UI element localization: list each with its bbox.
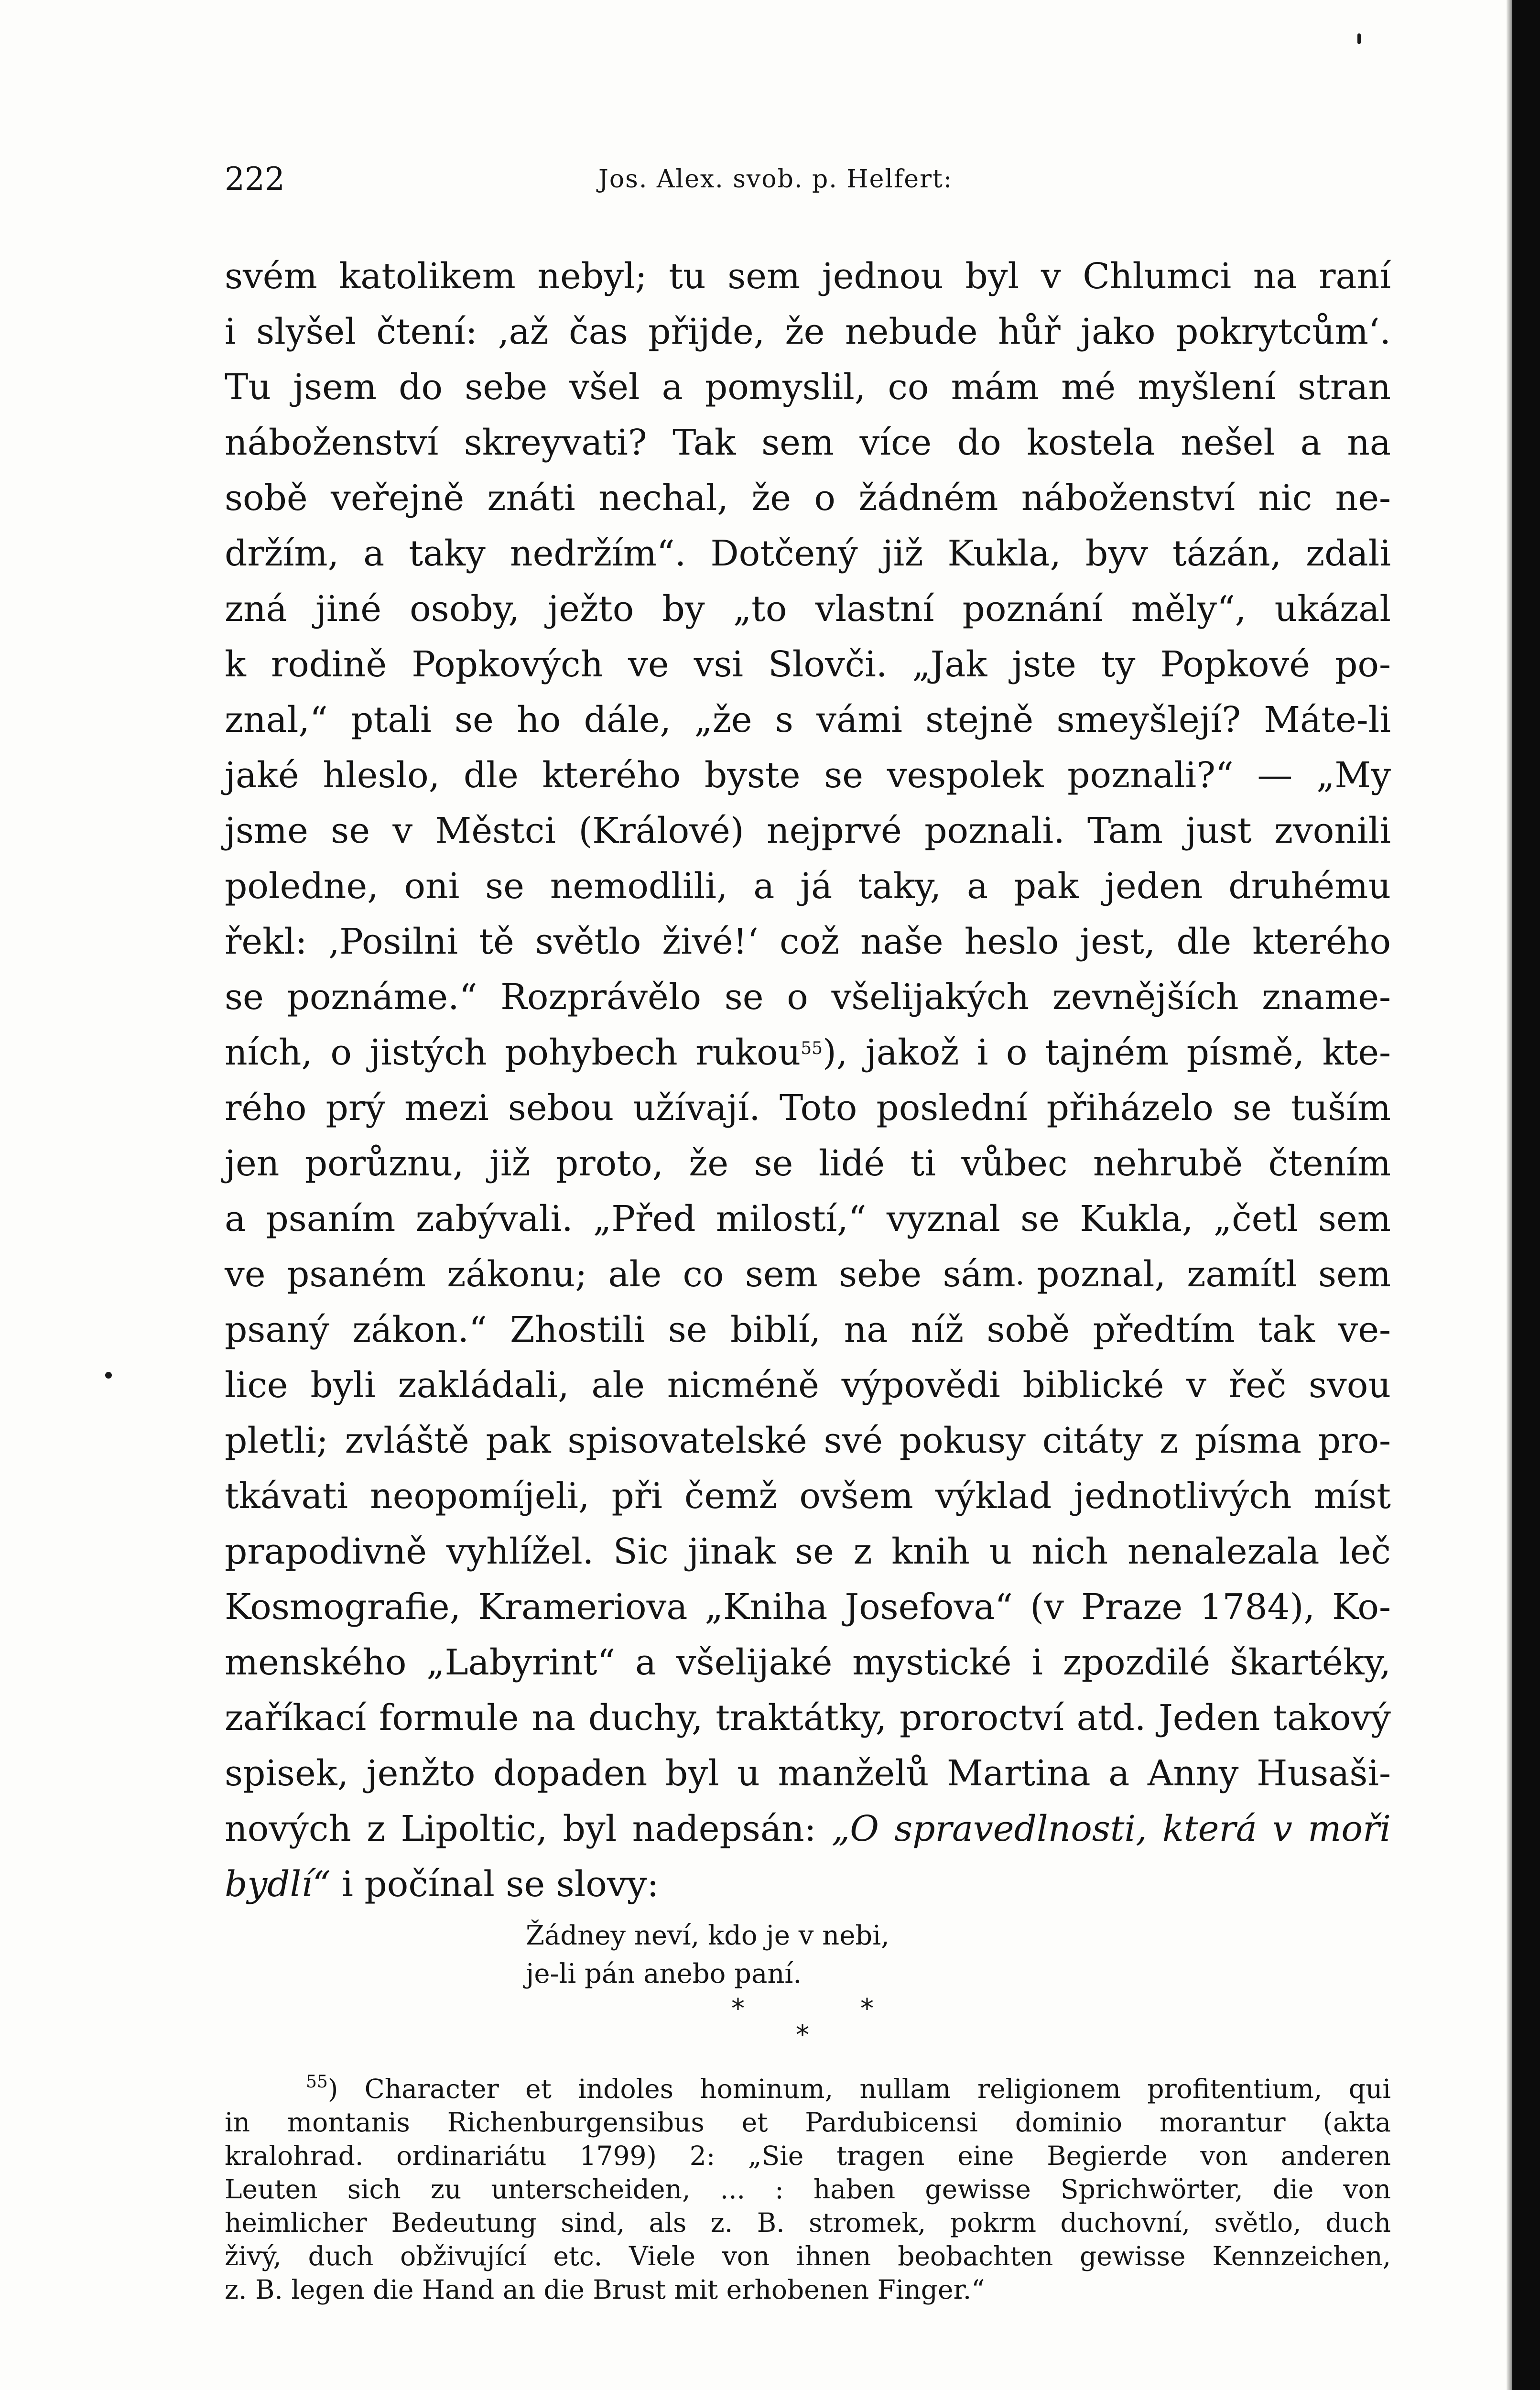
scan-border	[1512, 0, 1540, 2390]
text-line: sobě veřejně znáti nechal, že o žádném náboženství nic ne-	[225, 478, 1391, 519]
verse-line: Žádney neví, kdo je v nebi,	[526, 1920, 889, 1951]
footnote-line: živý, duch obživující etc. Viele von ihnen beobachten gewisse Kennzeichen,	[225, 2241, 1391, 2271]
text-line: tkávati neopomíjeli, při čemž ovšem výklad jednotlivých míst	[225, 1476, 1391, 1517]
footnote-reference: 55	[801, 1039, 823, 1058]
text-line: menského „Labyrint“ a všelijaké mystické i zpozdilé škartéky,	[225, 1642, 1391, 1683]
text-line: psaný zákon.“ Zhostili se biblí, na níž sobě předtím tak ve-	[225, 1309, 1391, 1350]
text-line: prapodivně vyhlížel. Sic jinak se z knih u nich nenalezala leč	[225, 1531, 1391, 1572]
text-line: zná jiné osoby, ježto by „to vlastní poznání měly“, ukázal	[225, 588, 1391, 630]
text-segment: ních, o jistých pohybech rukou	[225, 1032, 801, 1073]
text-line: náboženství skreyvati? Tak sem více do kostela nešel a na	[225, 422, 1391, 463]
running-head: Jos. Alex. svob. p. Helfert:	[598, 165, 953, 194]
italic-title: „O spravedlnosti, která v moři	[831, 1808, 1391, 1849]
text-line: Tu jsem do sebe všel a pomyslil, co mám mé myšlení stran	[225, 367, 1391, 408]
text-line: lice byli zakládali, ale nicméně výpovědi biblické v řeč svou	[225, 1365, 1391, 1406]
page-number: 222	[225, 161, 285, 197]
page-header	[225, 158, 1018, 201]
text-line-with-title	[225, 1801, 1391, 1857]
text-line: i slyšel čtení: ‚až čas přijde, že nebude hůř jako pokrytcům‘.	[225, 311, 1391, 352]
footnote-marker: 55	[306, 2072, 328, 2092]
asterisk: *	[796, 2020, 809, 2051]
text-line: poledne, oni se nemodlili, a já taky, a pak jeden druhému	[225, 866, 1391, 907]
footnote-line: in montanis Richenburgensibus et Pardubicensi dominio morantur (akta	[225, 2107, 1391, 2138]
text-line: pletli; zvláště pak spisovatelské své pokusy citáty z písma pro-	[225, 1420, 1391, 1461]
page-edge-shadow	[1507, 0, 1512, 2390]
text-segment: nových z Lipoltic, byl nadepsán:	[225, 1808, 832, 1849]
asterisk: *	[731, 1993, 745, 2024]
footnote-line: z. B. legen die Hand an die Brust mit erhobenen Finger.“	[225, 2274, 985, 2305]
text-segment: ), jakož i o tajném písmě, kte-	[823, 1032, 1391, 1073]
footnote-line: heimlicher Bedeutung sind, als z. B. stromek, pokrm duchovní, světlo, duch	[225, 2207, 1391, 2238]
footnote-line: Leuten sich zu unterscheiden, ... : haben gewisse Sprichwörter, die von	[225, 2174, 1391, 2205]
footnote-line: kralohrad. ordinariátu 1799) 2: „Sie tragen eine Begierde von anderen	[225, 2140, 1391, 2171]
text-line: jen porůznu, již proto, že se lidé ti vůbec nehrubě čtením	[225, 1143, 1391, 1184]
verse-line: je-li pán anebo paní.	[526, 1958, 802, 1989]
verse-quote	[526, 1917, 1052, 1993]
text-line: rého prý mezi sebou užívají. Toto poslední přiházelo se tuším	[225, 1087, 1391, 1129]
italic-title: bydlí“	[225, 1864, 331, 1905]
text-line: se poznáme.“ Rozprávělo se o všelijakých zevnějších zname-	[225, 977, 1391, 1018]
scan-speck	[1357, 33, 1361, 44]
text-line-with-footnote-ref	[225, 1025, 1391, 1080]
main-text	[225, 249, 1391, 1912]
footnote-line	[225, 2072, 1391, 2106]
footnote	[225, 2072, 1391, 2306]
text-line: jaké hleslo, dle kterého byste se vespolek poznali?“ — „My	[225, 755, 1391, 796]
asterism-divider	[717, 1993, 908, 2055]
scan-speck	[105, 1372, 112, 1379]
text-line: jsme se v Městci (Králové) nejprvé poznali. Tam just zvonili	[225, 810, 1391, 851]
text-line: Kosmografie, Krameriova „Kniha Josefova“ (v Praze 1784), Ko-	[225, 1586, 1391, 1628]
text-line: zaříkací formule na duchy, traktátky, proroctví atd. Jeden takový	[225, 1697, 1391, 1738]
text-line: k rodině Popkových ve vsi Slovči. „Jak jste ty Popkové po-	[225, 644, 1391, 685]
text-line: a psaním zabývali. „Před milostí,“ vyznal se Kukla, „četl sem	[225, 1198, 1391, 1239]
text-segment: i počínal se slovy:	[330, 1864, 659, 1905]
text-line: držím, a taky nedržím“. Dotčený již Kukla, byv tázán, zdali	[225, 533, 1391, 574]
asterisk: *	[860, 1993, 874, 2024]
text-line: spisek, jenžto dopaden byl u manželů Martina a Anny Husaši-	[225, 1753, 1391, 1794]
text-segment: ) Character et indoles hominum, nullam religionem profitentium, qui	[327, 2074, 1391, 2104]
text-line: znal,“ ptali se ho dále, „že s vámi stejně smeyšlejí? Máte-li	[225, 699, 1391, 740]
text-line-with-title	[225, 1857, 1391, 1912]
text-line: řekl: ‚Posilni tě světlo živé!‘ což naše heslo jest, dle kterého	[225, 921, 1391, 962]
text-line: svém katolikem nebyl; tu sem jednou byl v Chlumci na raní	[225, 256, 1391, 297]
text-line: ve psaném zákonu; ale co sem sebe sám poznal, zamítl sem	[225, 1254, 1391, 1295]
